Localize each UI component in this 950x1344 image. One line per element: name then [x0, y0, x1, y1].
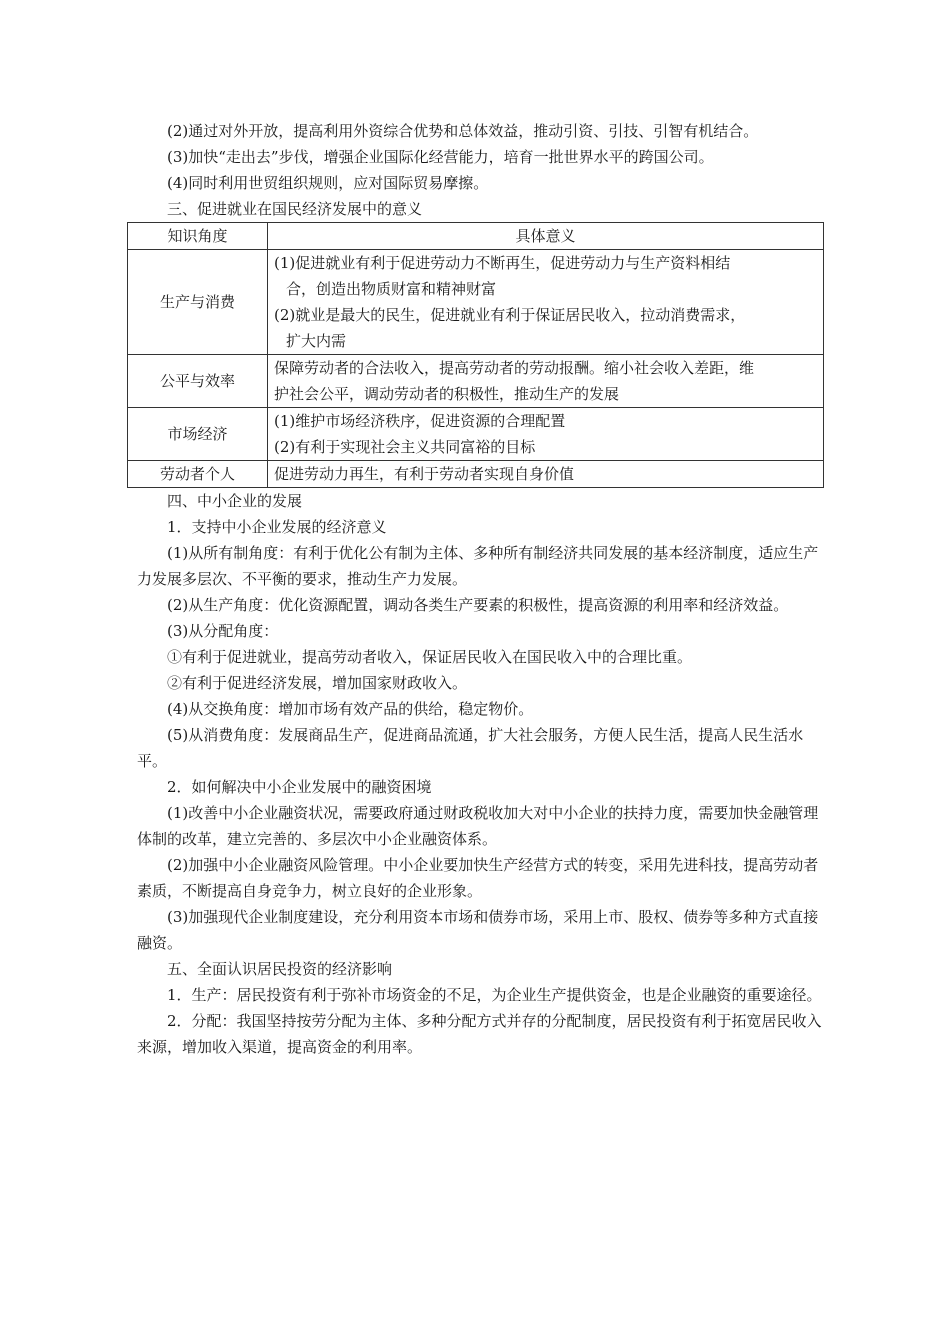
cell-line: 合，创造出物质财富和精神财富	[286, 280, 497, 298]
paragraph: ②有利于促进经济发展，增加国家财政收入。	[167, 674, 468, 692]
table-cell-meaning	[268, 408, 824, 461]
cell-line: 护社会公平，调动劳动者的积极性，推动生产的发展	[274, 385, 620, 403]
cell-line: 扩大内需	[286, 332, 347, 350]
paragraph: (5)从消费角度：发展商品生产，促进商品流通，扩大社会服务，方便人民生活，提高人民生活水平。	[137, 726, 804, 770]
table-row	[128, 250, 824, 355]
paragraph: (1)从所有制角度：有利于优化公有制为主体、多种所有制经济共同发展的基本经济制度，适应生产力发展多层次、不平衡的要求，推动生产力发展。	[137, 544, 819, 588]
table-row	[128, 355, 824, 408]
paragraph: (3)加快“走出去”步伐，增强企业国际化经营能力，培育一批世界水平的跨国公司。	[167, 148, 714, 166]
paragraph: (3)加强现代企业制度建设，充分利用资本市场和债券市场，采用上市、股权、债券等多种方式直接融资。	[137, 908, 819, 952]
table-row	[128, 408, 824, 461]
table-cell-angle: 市场经济	[128, 408, 268, 461]
paragraph: (1)改善中小企业融资状况，需要政府通过财政税收加大对中小企业的扶持力度，需要加快金融管理体制的改革，建立完善的、多层次中小企业融资体系。	[137, 804, 819, 848]
document-body	[137, 118, 827, 1060]
table-cell-meaning	[268, 250, 824, 355]
table-header-cell: 知识角度	[128, 223, 268, 250]
table-header-row	[128, 223, 824, 250]
cell-line: (1)维护市场经济秩序，促进资源的合理配置	[274, 412, 566, 430]
cell-line: 保障劳动者的合法收入，提高劳动者的劳动报酬。缩小社会收入差距，维	[274, 359, 755, 377]
section-heading: 五、全面认识居民投资的经济影响	[167, 960, 393, 978]
table-cell-meaning	[268, 461, 824, 488]
table-cell-meaning	[268, 355, 824, 408]
section-heading: 三、促进就业在国民经济发展中的意义	[167, 200, 423, 218]
paragraph: ①有利于促进就业，提高劳动者收入，保证居民收入在国民收入中的合理比重。	[167, 648, 693, 666]
paragraph: (4)同时利用世贸组织规则，应对国际贸易摩擦。	[167, 174, 489, 192]
paragraph: (4)从交换角度：增加市场有效产品的供给，稳定物价。	[167, 700, 534, 718]
paragraph: (3)从分配角度：	[167, 622, 279, 640]
employment-significance-table	[127, 222, 824, 488]
table-row	[128, 461, 824, 488]
table-cell-angle: 公平与效率	[128, 355, 268, 408]
paragraph: (2)从生产角度：优化资源配置，调动各类生产要素的积极性，提高资源的利用率和经济效益。	[167, 596, 789, 614]
table-header-cell: 具体意义	[268, 223, 824, 250]
cell-line: (2)就业是最大的民生，促进就业有利于保证居民收入，拉动消费需求，	[274, 306, 746, 324]
subheading: 2．如何解决中小企业发展中的融资困境	[167, 778, 432, 796]
paragraph: 1．生产：居民投资有利于弥补市场资金的不足，为企业生产提供资金，也是企业融资的重要途径。	[167, 986, 822, 1004]
paragraph: (2)加强中小企业融资风险管理。中小企业要加快生产经营方式的转变，采用先进科技，提高劳动者素质，不断提高自身竞争力，树立良好的企业形象。	[137, 856, 819, 900]
table-cell-angle: 劳动者个人	[128, 461, 268, 488]
cell-line: 促进劳动力再生，有利于劳动者实现自身价值	[274, 465, 575, 483]
table-cell-angle: 生产与消费	[128, 250, 268, 355]
paragraph: (2)通过对外开放，提高利用外资综合优势和总体效益，推动引资、引技、引智有机结合。	[167, 122, 759, 140]
subheading: 1．支持中小企业发展的经济意义	[167, 518, 387, 536]
paragraph: 2．分配：我国坚持按劳分配为主体、多种分配方式并存的分配制度，居民投资有利于拓宽居民收入来源，增加收入渠道，提高资金的利用率。	[137, 1012, 822, 1056]
section-heading: 四、中小企业的发展	[167, 492, 303, 510]
cell-line: (1)促进就业有利于促进劳动力不断再生，促进劳动力与生产资料相结	[274, 254, 731, 272]
cell-line: (2)有利于实现社会主义共同富裕的目标	[274, 438, 536, 456]
